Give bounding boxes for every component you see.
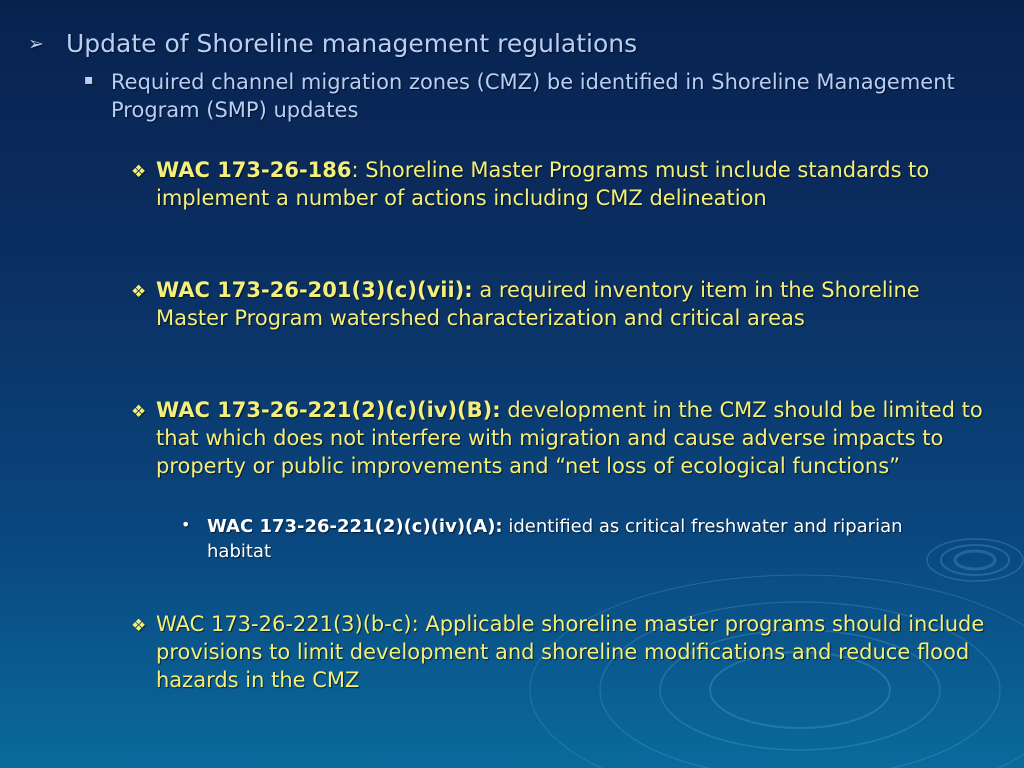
- wac-description: a required inventory item in the Shoreline Master Program watershed characterization and critical areas: [156, 278, 920, 330]
- diamond-bullet-icon: ❖: [131, 282, 147, 302]
- wac-186-bullet: [156, 156, 996, 212]
- wac-code: WAC 173-26-221(2)(c)(iv)(A):: [207, 516, 503, 537]
- wac-221-a-sub-bullet: [207, 514, 967, 564]
- slide-heading-bullet: Update of Shoreline management regulations: [66, 29, 638, 58]
- diamond-bullet-icon: ❖: [131, 616, 147, 636]
- wac-description: identified as critical freshwater and riparian habitat: [207, 516, 903, 562]
- wac-201-bullet: [156, 276, 996, 332]
- wac-code: WAC 173-26-221(2)(c)(iv)(B):: [156, 398, 501, 422]
- round-bullet-icon: •: [181, 515, 191, 534]
- wac-221-3-bullet: [156, 610, 996, 694]
- cmz-requirement-bullet: Required channel migration zones (CMZ) be identified in Shoreline Management Program (SMP) updates: [111, 70, 955, 122]
- wac-description: development in the CMZ should be limited to that which does not interfere with migration and cause adverse impacts to property or public improvements and “net loss of ecological functions”: [156, 398, 983, 478]
- wac-code: WAC 173-26-186: [156, 158, 352, 182]
- diamond-bullet-icon: ❖: [131, 402, 147, 422]
- level1-bullet-icon: ➢: [28, 33, 44, 55]
- wac-description: WAC 173-26-221(3)(b-c): Applicable shoreline master programs should include provisions to limit development and shoreline modifications and reduce flood hazards in the CMZ: [156, 612, 985, 692]
- wac-code: WAC 173-26-201(3)(c)(vii):: [156, 278, 473, 302]
- level2-bullet-icon: ▪: [84, 72, 94, 88]
- diamond-bullet-icon: ❖: [131, 162, 147, 182]
- wac-221-b-bullet: [156, 396, 996, 480]
- wac-description: : Shoreline Master Programs must include standards to implement a number of actions including CMZ delineation: [156, 158, 930, 210]
